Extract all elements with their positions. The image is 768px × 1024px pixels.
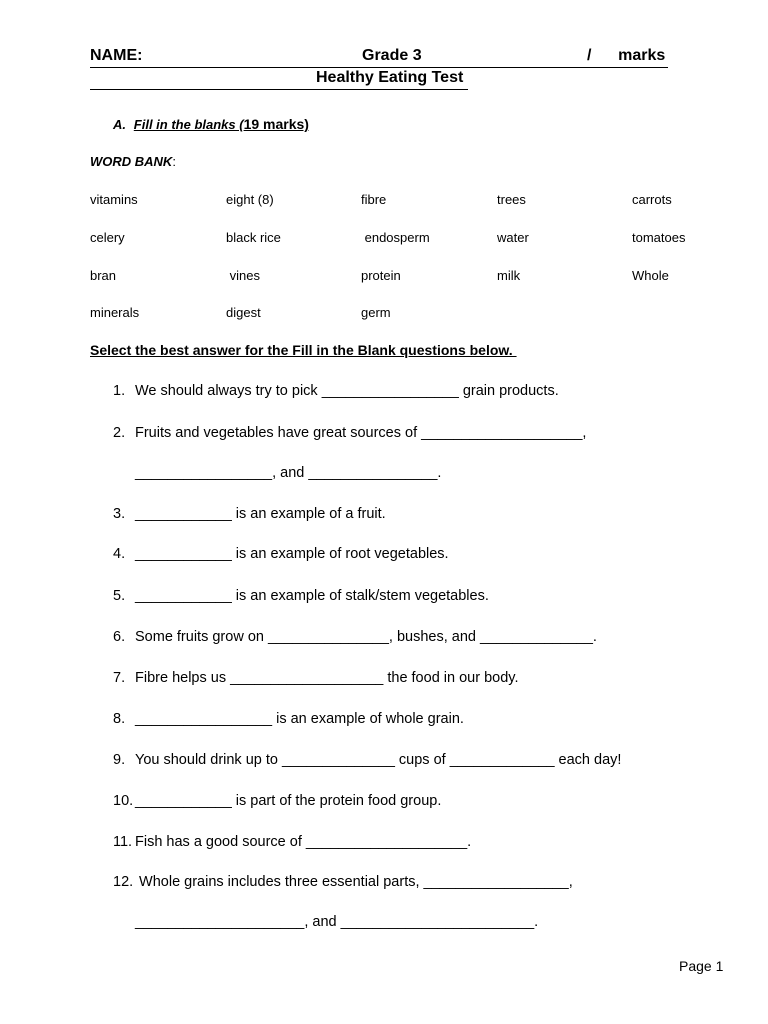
word-bank-word: fibre [361,192,387,207]
question-text: Fish has a good source of ____________________. [135,834,472,850]
question-text: Whole grains includes three essential parts, __________________, [135,874,573,890]
word-bank-word: milk [497,268,521,283]
section-a-heading [113,116,309,132]
question-text: ____________ is an example of stalk/stem vegetables. [135,588,489,604]
question-number: 3. [113,506,126,522]
word-bank-word: eight (8) [226,192,274,207]
section-letter: A. [113,117,126,132]
word-bank-word: bran [90,268,117,283]
question-text: _________________ is an example of whole grain. [135,711,464,727]
question-text: ____________ is part of the protein food group. [135,793,442,809]
question-number: 4. [113,546,126,562]
question-number: 11. [113,834,133,850]
grade-label: Grade 3 [362,47,422,64]
name-label: NAME: [90,47,143,64]
word-bank-word: Whole [632,268,669,283]
section-marks: 19 marks) [243,116,309,132]
word-bank-word: black rice [226,230,281,245]
page-title: Healthy Eating Test [316,69,464,86]
question-number: 2. [113,425,126,441]
question-text-continued: _____________________, and ________________________. [135,914,539,930]
question-text: Some fruits grow on _______________, bushes, and ______________. [135,629,597,645]
question-text: ____________ is an example of root vegetables. [135,546,449,562]
word-bank-word: carrots [632,192,672,207]
word-bank-word: water [497,230,529,245]
header-line-2 [90,69,468,90]
question-number: 5. [113,588,126,604]
question-number: 8. [113,711,126,727]
question-text: Fruits and vegetables have great sources of ____________________, [135,425,587,441]
page-number: Page 1 [679,958,724,974]
question-text: Fibre helps us ___________________ the food in our body. [135,670,519,686]
word-bank-word: endosperm [361,230,430,245]
question-number: 12. [113,874,134,890]
word-bank-word: celery [90,230,125,245]
marks-label: / marks [587,47,666,64]
question-number: 7. [113,670,126,686]
word-bank-word: germ [361,305,391,320]
header-line-1 [90,47,668,68]
question-number: 9. [113,752,126,768]
section-instruction: Fill in the blanks (19 marks) [133,116,309,132]
question-text-continued: _________________, and ________________. [135,465,442,481]
word-bank-word: tomatoes [632,230,686,245]
word-bank-word: trees [497,192,526,207]
word-bank-word: vitamins [90,192,138,207]
word-bank-word: protein [361,268,401,283]
question-number: 6. [113,629,126,645]
question-text: We should always try to pick _________________ grain products. [135,383,559,399]
question-number: 10. [113,793,134,809]
instructions-heading: Select the best answer for the Fill in the Blank questions below. [90,342,517,358]
question-text: You should drink up to ______________ cups of _____________ each day! [135,752,622,768]
word-bank-word: minerals [90,305,140,320]
word-bank-title: WORD BANK: [90,154,176,169]
word-bank-word: digest [226,305,261,320]
word-bank-word: vines [226,268,260,283]
question-number: 1. [113,383,126,399]
question-text: ____________ is an example of a fruit. [135,506,386,522]
